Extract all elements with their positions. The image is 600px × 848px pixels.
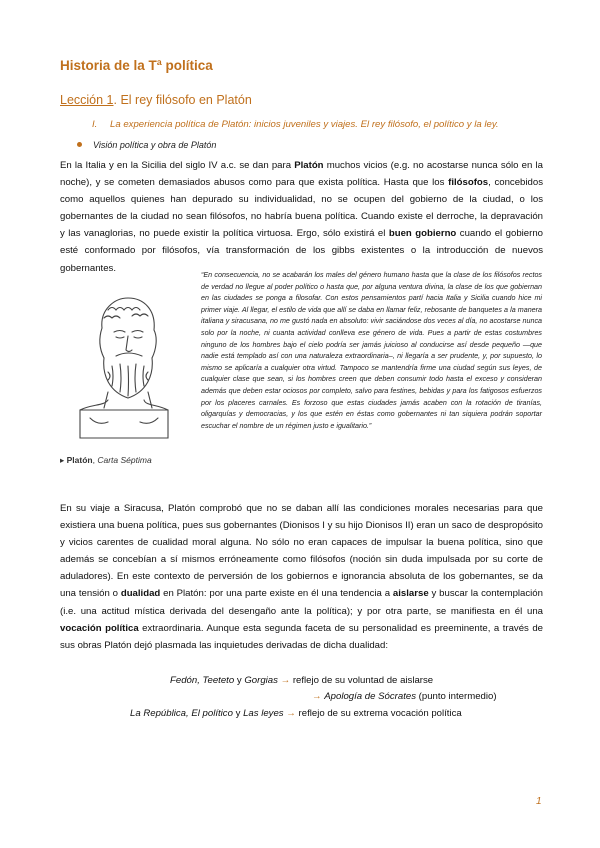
- works-1-titles: Fedón, Teeteto: [170, 675, 235, 686]
- bullet-heading: [77, 140, 216, 150]
- lesson-link[interactable]: Lección 1: [60, 93, 114, 107]
- p2-bold-dualidad: dualidad: [120, 588, 161, 600]
- p1-text-c: muchos vicios (e.g. no acostarse nunca sólo en la noche), y se cometen demasiados abusos como para que exista política. Hasta que los: [60, 160, 543, 189]
- p1-bold-platon: Platón: [294, 160, 324, 171]
- p2-bold-aislarse: aislarse: [392, 588, 429, 600]
- arrow-icon: →: [312, 691, 325, 702]
- paragraph-siracusa: [60, 500, 543, 654]
- p2-text-e: extraordinaria. Aunque esta segunda faceta de su personalidad es preeminente, a través de sus obras Platón dejó plasmada las inquietudes derivadas de dicha dualidad:: [60, 622, 543, 651]
- works-line-1: [170, 675, 433, 686]
- works-2-titles: Apología de Sócrates: [324, 691, 417, 702]
- works-1-and: y: [234, 675, 245, 686]
- works-3-desc: reflejo de su extrema vocación política: [298, 708, 462, 719]
- arrow-icon: →: [277, 675, 293, 686]
- lesson-heading: [60, 93, 252, 107]
- lesson-heading-rest: . El rey filósofo en Platón: [113, 93, 252, 107]
- caption-work: Carta Séptima: [97, 455, 152, 465]
- works-3-and: y: [232, 708, 244, 719]
- paragraph-intro: [60, 157, 543, 277]
- bullet-dot-icon: [77, 142, 82, 147]
- p2-bold-vocacion: vocación política: [60, 622, 139, 634]
- works-2-desc: (punto intermedio): [416, 691, 497, 702]
- arrow-icon: →: [283, 708, 299, 719]
- p1-bold-filosofos: filósofos: [448, 177, 489, 189]
- plato-bust-image: [62, 288, 186, 448]
- page-number: 1: [536, 796, 542, 807]
- works-1-title2: Gorgias: [244, 675, 278, 686]
- bullet-text: Visión política y obra de Platón: [93, 140, 217, 150]
- p1-text-a: En la Italia y en la Sicilia del siglo IV a.c. se dan para: [60, 160, 295, 171]
- works-3-title2: Las leyes: [243, 708, 284, 719]
- section-number: I.: [92, 119, 98, 130]
- section-title: La experiencia política de Platón: inicios juveniles y viajes. El rey filósofo, el político y la ley.: [110, 119, 499, 130]
- p1-bold-buen-gobierno: buen gobierno: [388, 228, 457, 240]
- caption-name: Platón: [66, 455, 93, 465]
- document-title: Historia de la Tª política: [60, 58, 213, 73]
- works-1-desc: reflejo de su voluntad de aislarse: [292, 675, 434, 686]
- p2-text-d: y buscar la contemplación (i.e. una actitud mística derivada del desengaño ante la política); y por otra parte, se manifiesta en él una: [60, 588, 543, 617]
- p2-text-c: en Platón: por una parte existe en él una tendencia a: [160, 588, 393, 600]
- quote-block: “En consecuencia, no se acabarán los males del género humano hasta que la clase de los filósofos rectos de verdad no llegue al poder político o hasta que, por alguna ventura divina, la clase de los que gobiernan en las ciudades se ponga a filosofar. Con estos pensamientos partí hacia Italia y Sicilia cuando hice mi primer viaje. Al llegar, el estilo de vida que allí se daba en llamar feliz, rebosante de banquetes a la manera italiana y siracusana, no me gustó nada en absoluto: vivir saciándose dos veces al día, no acostarse nunca solo por la noche, ni cuanta actividad conlleva ese género de vida. Pues a partir de estas costumbres ninguno de los hombres bajo el cielo podría ser jamás juicioso al conducirse así desde pequeño —que nadie está templado así con una naturaleza extraordinaria–, ni llegaría a ser prudente, y, por supuesto, lo mismo se aplicaría a cualquier otra virtud. Tampoco se mantendría firme una ciudad según sus leyes, de cualquier clase que sean, si los hombres creen que deben consumir todo hasta el exceso y consideran además que deben estar ociosos por completo, salvo para festines, bebidas y para los fatigosos esfuerzos por los placeres carnales. Es forzoso que estas ciudades jamás acaben con la rotación de tiranías, oligarquías y democracias, y los que estén en éstas como gobernantes ni tan siquiera podrán soportar escuchar el nombre de un régimen justo e igualitario.”: [201, 271, 542, 430]
- p1-text-e: cuando el gobierno esté conformado por filósofos, vía transformación de los gibbs existentes o la introducción de nuevos gobernantes.: [60, 228, 543, 274]
- p2-text-a: En su viaje a Siracusa, Platón comprobó que no se daban allí las condiciones morales necesarias para que existiera una buena política, pues sus gobernantes (Dionisos I y su hijo Dionisos II) eran un saco de despropósito y vicios carentes de cualidad moral alguna. No sólo no eran capaces de impulsar la buena política, sino que además se concebían a sí mismos erróneamente como filósofos (noción sin duda impulsada por su corte de aduladores). En este contexto de perversión de los gobiernos e ignorancia absoluta de los gobernantes, se da una tensión o: [60, 503, 543, 600]
- works-3-titles: La República, El político: [130, 708, 233, 719]
- image-caption: ▸ Platón, Carta Séptima: [60, 455, 152, 465]
- p1-text-d: , concebidos como aquellos quienes han depurado su individualidad, no se ocupen del gobierno de la ciudad, o los gobernantes de la ciudad no sean filósofos, no habría buena política. Cuando existe el derroche, la depravación y las vanaglorias, no puede existir la política virtuosa. Ergo, sólo existirá el: [60, 177, 543, 240]
- works-line-3: [130, 708, 462, 719]
- works-line-2: [312, 691, 497, 702]
